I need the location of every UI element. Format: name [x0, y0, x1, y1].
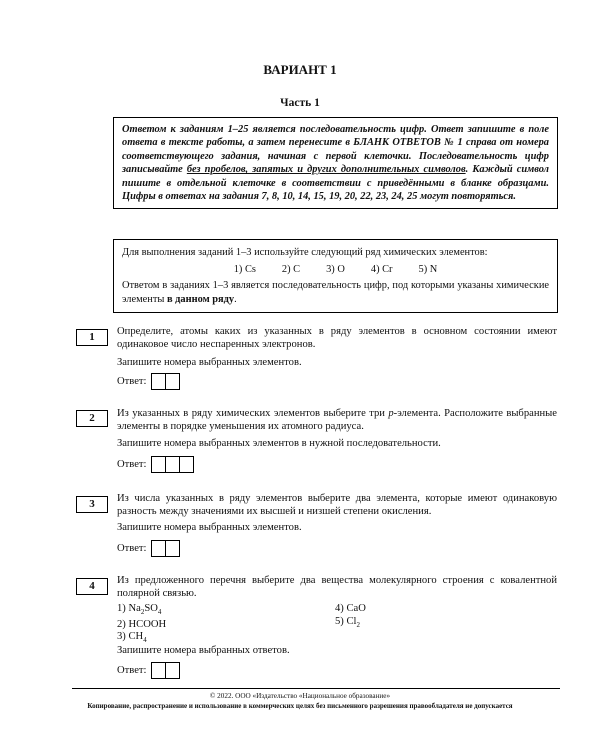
element-item: 3) O — [326, 263, 345, 275]
q4-options-left — [117, 603, 417, 647]
q1-answer — [117, 373, 180, 390]
q2-answer-cells[interactable] — [151, 456, 194, 473]
answer-cell[interactable] — [165, 540, 180, 557]
q4-write: Запишите номера выбранных ответов. — [117, 645, 290, 656]
element-item: 5) N — [418, 263, 438, 275]
footer-notice: Копирование, распространение и использование в коммерческих целях без письменного разрешения правообладателя не допускается — [87, 702, 513, 710]
footer-divider — [72, 688, 560, 689]
instruction-underlined: без пробелов, запятых и других дополнительных символов — [186, 164, 466, 176]
answer-cell[interactable] — [165, 662, 180, 679]
q3-text: Из числа указанных в ряду элементов выберите два элемента, которые имеют одинаковую разность между значениями их высшей и низшей степени окисления. — [117, 493, 557, 518]
answer-cell[interactable] — [165, 373, 180, 390]
q2-text-italic: p — [388, 408, 394, 419]
q4-option-2: 2) HCOOH — [117, 618, 167, 630]
q2-answer-label: Ответ: — [117, 459, 147, 470]
elements-note — [122, 279, 549, 306]
q1-number: 1 — [76, 329, 108, 346]
q4-opt5-a: 5) Cl — [335, 615, 357, 627]
part-heading: Часть 1 — [280, 97, 320, 109]
q2-number: 2 — [76, 410, 108, 427]
q3-answer — [117, 540, 180, 557]
q4-number: 4 — [76, 578, 108, 595]
q4-option-1 — [117, 603, 417, 619]
instruction-text-1: Ответом к заданиям 1–25 является последовательность цифр. Ответ запишите в поле ответа в тексте работы, а затем перенесите в БЛАНК ОТВЕТОВ № 1 справа от номера соответствующего задания, начиная с первой клеточки. Последовательность цифр записывайте — [122, 124, 549, 176]
q4-opt1-b: SO — [144, 603, 158, 614]
q1-write: Запишите номера выбранных элементов. — [117, 357, 302, 368]
elements-note-text: Ответом в заданиях 1–3 является последовательность цифр, под которыми указаны химические элементы — [122, 280, 549, 305]
q4-answer — [117, 662, 180, 679]
q3-number: 3 — [76, 496, 108, 513]
q1-answer-cells[interactable] — [151, 373, 180, 390]
instruction-text-3: . Каждый символ пишите в отдельной клеточке в соответствии с приведёнными в бланке образцами. Цифры в ответах на задания 7, 8, 10, 14, 15, 19, 20, 22, 23, 24, 25 могут повторяться. — [122, 164, 549, 203]
q4-opt3-a: 3) CH — [117, 631, 144, 643]
q2-text — [117, 407, 557, 433]
q4-answer-cells[interactable] — [151, 662, 180, 679]
element-item: 1) Cs — [233, 263, 256, 275]
q3-write: Запишите номера выбранных элементов. — [117, 522, 302, 533]
q4-opt1-sub1: 2 — [140, 608, 145, 617]
q3-answer-label: Ответ: — [117, 543, 147, 554]
q4-opt1-a: 1) Na — [117, 603, 141, 614]
q4-option-5 — [335, 616, 366, 632]
q4-opt5-sub: 2 — [356, 620, 360, 629]
q4-opt1-sub2: 4 — [157, 608, 162, 617]
instruction-box — [113, 117, 558, 209]
q2-text-b: -элемента. Расположите выбранные элементы в порядке уменьшения их атомного радиуса. — [117, 408, 557, 433]
element-item: 4) Cr — [370, 263, 393, 275]
q4-option-4: 4) CaO — [335, 603, 366, 614]
q1-answer-label: Ответ: — [117, 376, 147, 387]
elements-note-end: . — [234, 293, 237, 305]
answer-cell[interactable] — [151, 662, 166, 679]
answer-cell[interactable] — [151, 373, 166, 390]
answer-cell[interactable] — [165, 456, 180, 473]
answer-cell[interactable] — [179, 456, 194, 473]
q2-text-a: Из указанных в ряду химических элементов выберите три — [117, 408, 389, 419]
answer-cell[interactable] — [151, 540, 166, 557]
q2-answer — [117, 456, 194, 473]
page-title: ВАРИАНТ 1 — [263, 62, 337, 77]
elements-note-bold: в данном ряду — [166, 293, 235, 305]
q4-options-right — [335, 603, 366, 631]
footer-copyright: © 2022. ООО «Издательство «Национальное образование» — [209, 692, 391, 700]
elements-list — [122, 263, 549, 277]
q1-text: Определите, атомы каких из указанных в ряду элементов в основном состоянии имеют одинаковое число неспаренных электронов. — [117, 326, 557, 351]
q2-write: Запишите номера выбранных элементов в нужной последовательности. — [117, 438, 441, 449]
answer-cell[interactable] — [151, 456, 166, 473]
q4-opt3-sub: 4 — [143, 636, 147, 645]
elements-box — [113, 239, 558, 313]
q3-answer-cells[interactable] — [151, 540, 180, 557]
q4-answer-label: Ответ: — [117, 665, 147, 676]
q4-text: Из предложенного перечня выберите два вещества молекулярного строения с ковалентной полярной связью. — [117, 575, 557, 600]
element-item: 2) C — [281, 263, 301, 275]
elements-intro: Для выполнения заданий 1–3 используйте следующий ряд химических элементов: — [122, 247, 488, 258]
